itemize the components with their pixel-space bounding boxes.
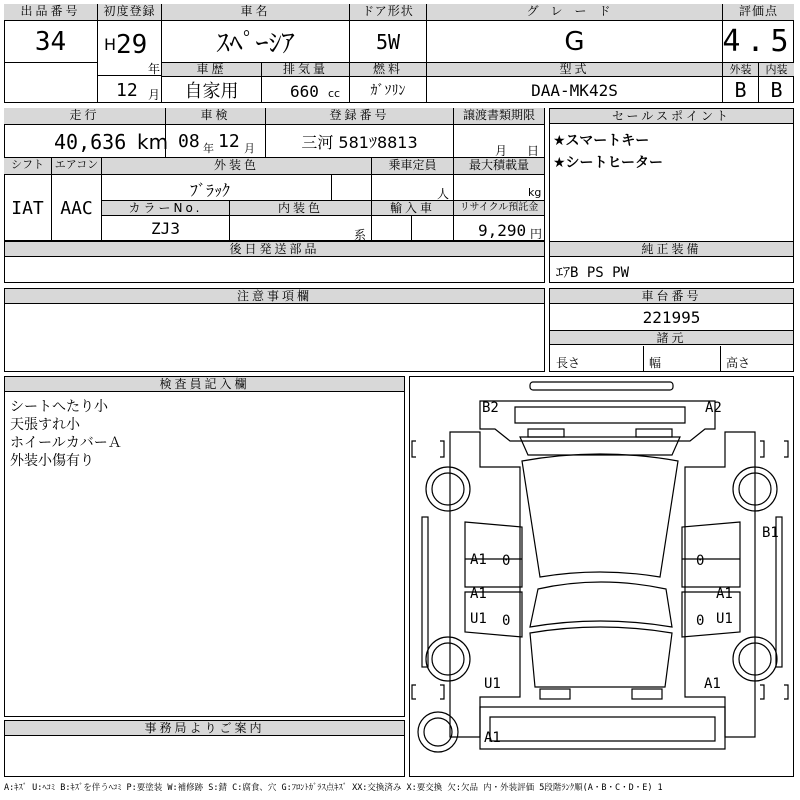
interior-color-label: 内装色 [230,201,372,216]
load-unit: kg [528,186,542,199]
year-unit: 年 [148,62,161,76]
displacement-label: 排気量 [262,63,350,77]
damage-mark-u1-front-left: U1 [484,676,501,692]
equipment: ｴｱB PS PW [556,265,630,281]
interior-grade: B [770,78,783,102]
chassis-number: 221995 [642,307,701,327]
lot-number-blank [4,63,98,103]
recycle-fee: 9,290 [478,221,527,240]
inspector-note: ホイールカバーＡ [10,435,122,451]
grade-label: グレード [427,4,723,21]
damage-mark-u1-right: U1 [716,611,733,627]
width-label: 幅 [649,356,662,370]
color-number-label: カラーNo. [102,201,230,216]
lot-number: 34 [4,21,98,63]
spec-label: 諸元 [550,330,793,345]
inspector-label: 検査員記入欄 [5,377,404,392]
color: ﾌﾞﾗｯｸ [190,181,231,200]
ac: AAC [52,175,102,241]
history: 自家用 [162,77,262,103]
import-label: 輸入車 [372,201,454,216]
era: H [104,35,117,54]
fuel: ｶﾞｿﾘﾝ [350,77,427,103]
grade: G [427,21,723,63]
car-diagram [409,376,794,777]
legend: A:ｷｽﾞ U:ﾍｺﾐ B:ｷｽﾞを伴うﾍｺﾐ P:要塗装 W:補修跡 S:錆 C:腐食、穴 G:ﾌﾛﾝﾄｶﾞﾗｽ点ｷｽﾞ XX:交換済み X:要交換 欠:欠品 内・外装評価 5段階ﾗﾝｸ順(A・B・C・D・E) 1 [4,783,663,793]
score: 4.5 [723,21,794,63]
height-label: 高さ [726,356,751,370]
damage-mark-zero: 0 [696,553,705,569]
color-subcell [332,175,372,201]
ac-label: エアコン [52,158,102,175]
car-name: ｽﾍﾟｰｼｱ [162,21,350,63]
transfer-month-unit: 月 [495,144,508,158]
displacement: 660 [290,82,319,101]
inspection-month-unit: 月 [244,142,255,155]
model-label: 型式 [427,63,723,77]
damage-mark-a1-bumper: A1 [484,730,501,746]
damage-mark-zero: 0 [502,553,511,569]
capacity-label: 乗車定員 [372,158,454,175]
inspector-note: 外装小傷有り [10,453,94,469]
plate-label: 登録番号 [266,108,454,125]
interior-color-cell [230,216,372,241]
shift-label: シフト [4,158,52,175]
damage-mark-b1: B1 [762,525,779,541]
damage-mark-u1-left: U1 [470,611,487,627]
inspector-note: シートへたり小 [10,399,108,415]
interior-color-unit: 系 [354,228,367,242]
mileage-label: 走行 [4,108,166,125]
capacity-unit: 人 [437,187,450,201]
import-cell-a [372,216,412,241]
import-cell-b [412,216,454,241]
damage-mark-b2: B2 [482,400,499,416]
exterior-label: 外装 [723,63,759,77]
sales-points-label: セールスポイント [550,109,793,124]
car-outline [410,377,793,776]
damage-mark-a1-left: A1 [470,586,487,602]
history-label: 車歴 [162,63,262,77]
sales-point-item: ★シートヒーター [553,155,663,171]
month-unit: 月 [148,88,161,102]
damage-mark-a2: A2 [705,400,722,416]
inspector-note: 天張すれ小 [10,417,80,433]
mileage: 40,636 [54,130,127,154]
color-label: 外装色 [102,158,372,175]
color-number: ZJ3 [102,216,230,241]
damage-mark-a1-left: A1 [470,552,487,568]
car-name-label: 車名 [162,4,350,21]
plate: 三河 581ﾂ8813 [266,125,454,158]
doors: 5W [350,21,427,63]
registration-month: 12 [116,80,138,101]
office-label: 事務局よりご案内 [5,721,404,736]
first-registration-label: 初度登録 [98,4,162,21]
length-label: 長さ [556,356,581,370]
damage-mark-a1-right: A1 [716,586,733,602]
recycle-unit: 円 [530,227,543,241]
chassis-label: 車台番号 [550,289,793,304]
later-parts-label: 後日発送部品 [5,242,544,257]
model: DAA-MK42S [427,77,723,103]
interior-label: 内装 [759,63,794,77]
exterior-grade: B [723,77,759,103]
sales-point-item: ★スマートキー [553,133,650,149]
doors-label: ドア形状 [350,4,427,21]
damage-mark-zero: 0 [502,613,511,629]
transfer-day-unit: 日 [527,144,540,158]
registration-year: 29 [116,30,148,60]
lot-number-label: 出品番号 [4,4,98,21]
displacement-unit: cc [328,87,341,100]
inspection-month: 12 [218,131,240,152]
damage-mark-a1-front-right: A1 [704,676,721,692]
inspection-year: 08 [178,131,200,152]
spec-divider [720,346,721,372]
spec-divider [643,346,644,372]
transfer-label: 譲渡書類期限 [454,108,545,125]
fuel-label: 燃料 [350,63,427,77]
damage-mark-zero: 0 [696,613,705,629]
equipment-label: 純正装備 [550,241,793,257]
mileage-unit: km [137,130,169,154]
inspection-year-unit: 年 [203,142,214,155]
recycle-label: リサイクル預託金 [454,201,545,216]
score-label: 評価点 [723,4,794,21]
inspection-label: 車検 [166,108,266,125]
shift: IAT [4,175,52,241]
load-label: 最大積載量 [454,158,545,175]
notes-label: 注意事項欄 [5,289,544,304]
